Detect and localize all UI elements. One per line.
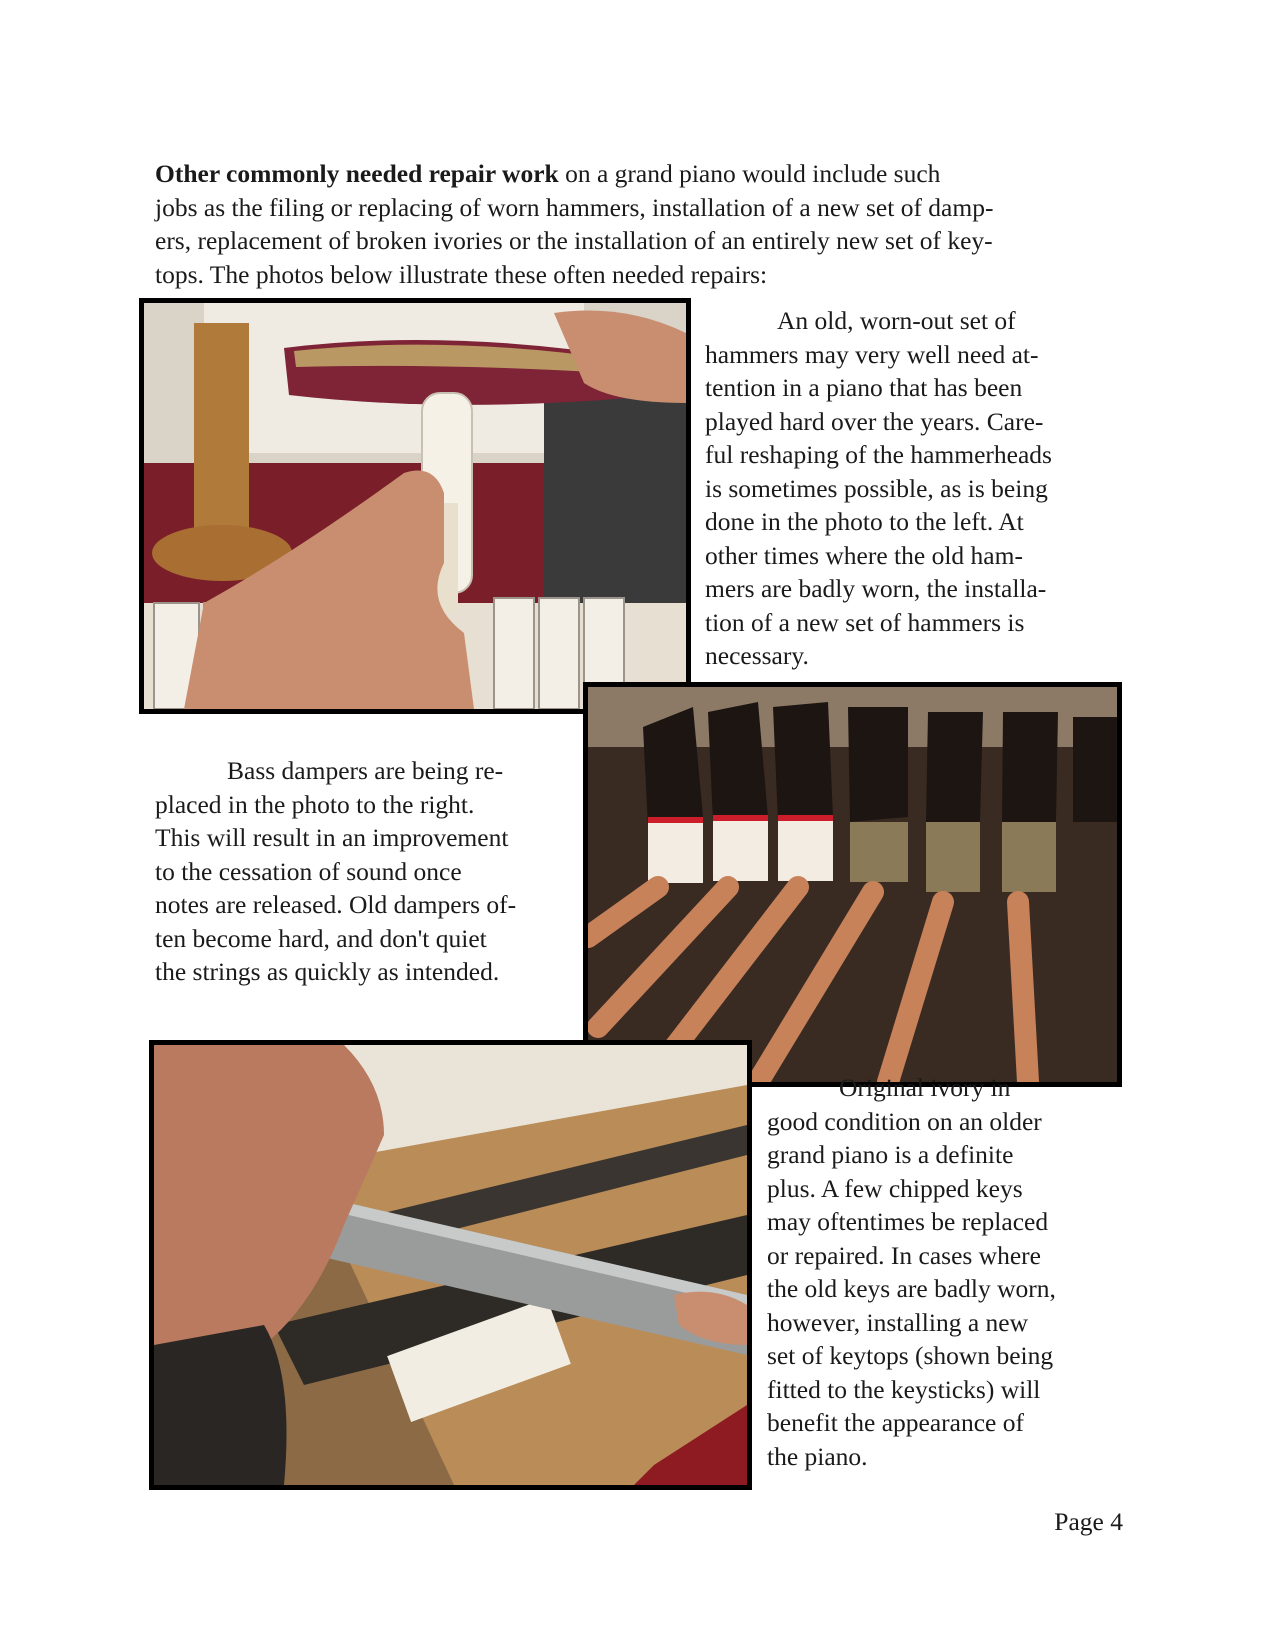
bass-dampers-photo (583, 682, 1122, 1087)
hammers-line: tention in a piano that has been (705, 373, 1023, 402)
hammers-paragraph (705, 304, 1052, 673)
ivory-line: the piano. (767, 1441, 868, 1471)
hammers-line: done in the photo to the left. At (705, 507, 1024, 536)
ivory-line: may oftentimes be replaced (767, 1207, 1049, 1236)
ivory-line: set of keytops (shown being (767, 1341, 1054, 1370)
hammers-line: necessary. (705, 641, 809, 670)
ivory-line: grand piano is a definite (767, 1140, 1014, 1169)
dampers-line: notes are released. Old dampers of- (155, 890, 517, 919)
hammers-line: mers are badly worn, the installa- (705, 574, 1047, 603)
hammers-line: played hard over the years. Care- (705, 406, 1044, 436)
dampers-line: ten become hard, and don't quiet (155, 923, 487, 953)
ivory-paragraph (767, 1071, 1056, 1473)
page-number: Page 4 (1054, 1507, 1123, 1536)
intro-lead: Other commonly needed repair work (155, 159, 559, 188)
intro-line-1-rest: on a grand piano would include such (558, 159, 941, 188)
hammers-line: ful reshaping of the hammerheads (705, 440, 1052, 469)
ivory-line: Original ivory in (839, 1073, 1011, 1102)
bass-dampers-illustration (588, 687, 1117, 1082)
keytop-filing-illustration (154, 1045, 747, 1485)
ivory-line: fitted to the keysticks) will (767, 1374, 1041, 1404)
intro-paragraph (155, 157, 1115, 291)
hammers-line: hammers may very well need at- (705, 339, 1039, 369)
dampers-line: to the cessation of sound once (155, 856, 462, 886)
dampers-line: the strings as quickly as intended. (155, 957, 500, 986)
ivory-line: however, installing a new (767, 1307, 1028, 1337)
ivory-line: benefit the appearance of (767, 1408, 1024, 1437)
hammer-filing-illustration (144, 303, 686, 709)
ivory-line: or repaired. In cases where (767, 1240, 1041, 1270)
hammers-line: An old, worn-out set of (777, 306, 1016, 335)
keytop-filing-photo (149, 1040, 752, 1490)
hammers-line: other times where the old ham- (705, 540, 1023, 570)
intro-line-2: jobs as the filing or replacing of worn hammers, installation of a new set of damp- (155, 192, 994, 222)
hammer-filing-photo (139, 298, 691, 714)
ivory-line: the old keys are badly worn, (767, 1274, 1056, 1303)
dampers-line: Bass dampers are being re- (227, 756, 504, 785)
hammers-line: is sometimes possible, as is being (705, 473, 1048, 503)
dampers-line: This will result in an improvement (155, 823, 509, 852)
ivory-line: good condition on an older (767, 1106, 1042, 1136)
ivory-line: plus. A few chipped keys (767, 1173, 1023, 1203)
dampers-paragraph (155, 754, 516, 989)
dampers-line: placed in the photo to the right. (155, 789, 475, 819)
intro-line-4: tops. The photos below illustrate these often needed repairs: (155, 259, 768, 289)
intro-line-3: ers, replacement of broken ivories or the installation of an entirely new set of key- (155, 226, 993, 255)
hammers-line: tion of a new set of hammers is (705, 607, 1025, 637)
intro-line-1 (155, 157, 1115, 191)
